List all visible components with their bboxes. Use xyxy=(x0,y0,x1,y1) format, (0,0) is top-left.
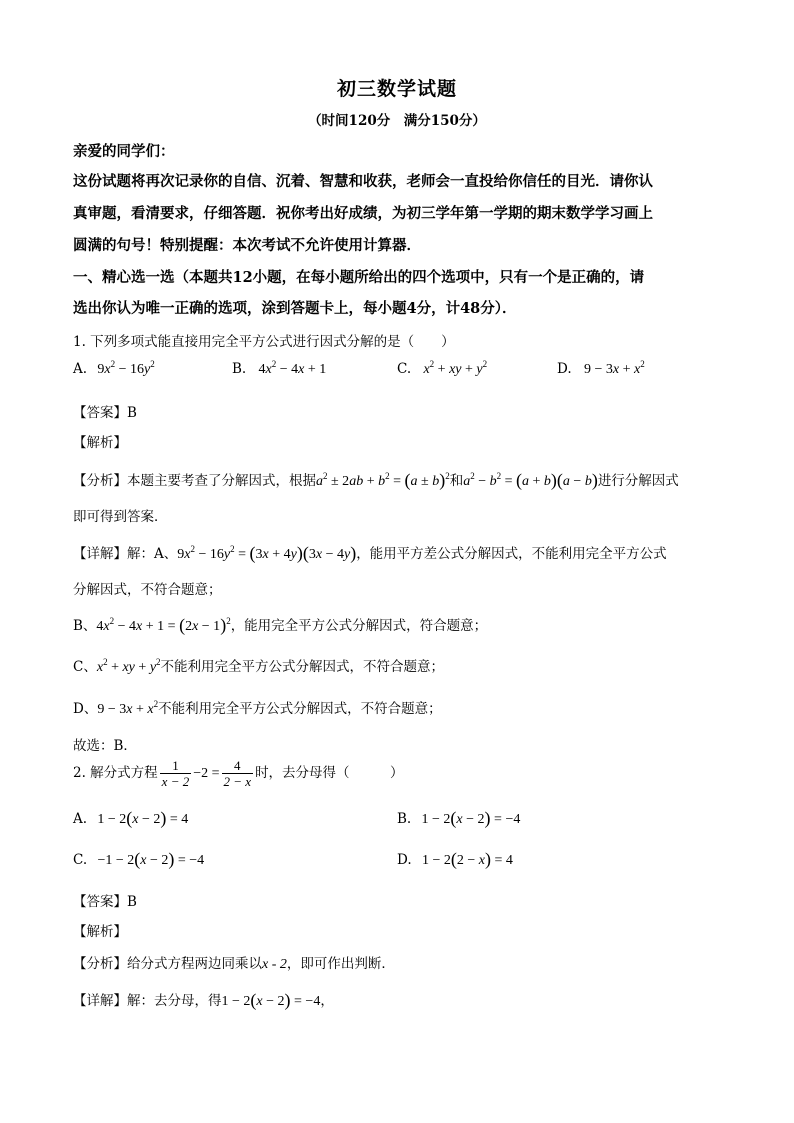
intro-line-1: 这份试题将再次记录你的自信、沉着、智慧和收获，老师会一直投给你信任的目光．请你认 xyxy=(73,173,653,190)
q2-option-a xyxy=(73,808,189,828)
detail-a-expression: $9x^2 - 16y^2 = (3x + 4y)(3x - 4y)$ xyxy=(177,543,357,563)
option-label: A. xyxy=(73,811,88,827)
q1-option-a xyxy=(73,361,155,378)
intro-line-3: 圆满的句号！特别提醒：本次考试不允许使用计算器． xyxy=(73,237,421,254)
fenxi-text-b: 和 xyxy=(449,473,464,489)
detail-c-post: 不能利用完全平方公式分解因式，不符合题意； xyxy=(160,659,445,675)
q1-detail-c xyxy=(73,655,444,676)
answer-tag: 【答案】 xyxy=(73,405,127,421)
detail-b-post: ，能用完全平方公式分解因式，符合题意； xyxy=(230,618,488,634)
option-label: D. xyxy=(397,852,412,868)
option-label: D. xyxy=(557,361,572,377)
q1-fenxi xyxy=(73,469,679,490)
q2-fenxi xyxy=(73,952,395,973)
answer-value: B xyxy=(127,405,137,421)
q1-detail-d xyxy=(73,697,442,718)
fraction-1-denominator: x − 2 xyxy=(161,774,190,789)
option-label: B. xyxy=(397,811,412,827)
detail-d-pre: D、 xyxy=(73,701,98,717)
detail-tag: 【详解】 xyxy=(73,546,127,562)
detail-post: ， xyxy=(320,993,334,1009)
q1-analysis-tag: 【解析】 xyxy=(73,435,127,451)
q2-option-b xyxy=(397,808,521,828)
detail-tag: 【详解】 xyxy=(73,993,127,1009)
q2-stem-pre: 2. 解分式方程 xyxy=(73,765,158,781)
detail-a-pre: 解：A、 xyxy=(127,546,178,562)
detail-b-pre: B、 xyxy=(73,618,97,634)
page-title: 初三数学试题 xyxy=(336,78,457,100)
fraction-2-numerator: 4 xyxy=(234,758,241,773)
option-expression: 1 − 2(x − 2) = −4 xyxy=(421,808,521,828)
fraction-2-denominator: 2 − x xyxy=(223,774,252,789)
option-label: C. xyxy=(397,361,412,377)
q2-mid-expression: −2 = xyxy=(193,766,220,781)
fenxi-post: ，即可作出判断． xyxy=(286,956,395,972)
detail-c-pre: C、 xyxy=(73,659,97,675)
q2-detail xyxy=(73,989,334,1010)
detail-c-expression: $x^2$ + xy + $y^2$ xyxy=(96,657,161,675)
q2-answer xyxy=(73,890,137,910)
detail-pre: 解：去分母，得 xyxy=(127,993,222,1009)
q1-detail-a-line-2: 分解因式，不符合题意； xyxy=(73,582,222,598)
option-expression: $9 - 3x + x^2$ xyxy=(583,359,645,377)
answer-tag: 【答案】 xyxy=(73,894,127,910)
q1-conclusion: 故选：B． xyxy=(73,738,137,754)
fraction-1 xyxy=(160,758,192,789)
fenxi-tag: 【分析】 xyxy=(73,956,127,972)
q1-option-b xyxy=(232,361,326,378)
fenxi-text-c: 进行分解因式 xyxy=(597,473,679,489)
detail-a-post: ，能用平方差公式分解因式，不能利用完全平方公式 xyxy=(356,546,667,562)
option-label: C. xyxy=(73,852,88,868)
section-1-line-2: 选出你认为唯一正确的选项，涂到答题卡上，每小题4分，计48分）． xyxy=(73,300,517,317)
fenxi-expression: x - 2 xyxy=(262,957,287,972)
option-expression: $4x^2 - 4x + 1$ xyxy=(258,359,327,377)
q1-option-d xyxy=(557,361,645,378)
formula-perfect-square: $a^2 \pm 2ab + b^2 = (a \pm b)^2$ xyxy=(316,470,450,490)
exam-time-score: （时间120分 满分150分） xyxy=(308,113,486,129)
q2-option-d xyxy=(397,849,513,869)
section-1-line-1: 一、精心选一选（本题共12小题，在每小题所给出的四个选项中，只有一个是正确的，请 xyxy=(73,269,645,286)
fenxi-tag: 【分析】 xyxy=(73,473,127,489)
detail-d-expression: $9 - 3x + x^2$ xyxy=(97,699,159,717)
fenxi-pre: 给分式方程两边同乘以 xyxy=(127,956,262,972)
option-expression: 1 − 2(2 − x) = 4 xyxy=(421,849,513,869)
q2-option-c xyxy=(73,849,205,869)
option-expression: $9x^2 - 16y^2$ xyxy=(97,359,155,377)
greeting: 亲爱的同学们： xyxy=(73,143,175,160)
detail-d-post: 不能利用完全平方公式分解因式，不符合题意； xyxy=(158,701,442,717)
q2-stem-post: 时，去分母得（ ） xyxy=(255,765,404,781)
option-expression: 1 − 2(x − 2) = 4 xyxy=(97,808,189,828)
question-2-stem xyxy=(73,758,404,789)
q1-option-c xyxy=(397,361,487,378)
option-expression: −1 − 2(x − 2) = −4 xyxy=(97,849,205,869)
q2-analysis-tag: 【解析】 xyxy=(73,924,127,940)
q1-fenxi-line-2: 即可得到答案． xyxy=(73,509,168,525)
option-label: A. xyxy=(73,361,88,377)
fenxi-text-a: 本题主要考查了分解因式，根据 xyxy=(127,473,316,489)
q1-detail-b xyxy=(73,614,487,635)
intro-line-2: 真审题，看清要求，仔细答题．祝你考出好成绩，为初三学年第一学期的期末数学学习画上 xyxy=(73,205,653,222)
detail-expression: 1 − 2(x − 2) = −4 xyxy=(221,990,321,1010)
answer-value: B xyxy=(127,894,137,910)
fraction-1-numerator: 1 xyxy=(172,758,179,773)
q1-detail-a xyxy=(73,542,667,563)
formula-difference-squares: $a^2 - b^2 = (a + b)(a - b)$ xyxy=(463,470,598,490)
option-expression: $x^2$ + xy + $y^2$ xyxy=(423,359,488,377)
q1-answer xyxy=(73,401,137,421)
question-1-stem: 1. 下列多项式能直接用完全平方公式进行因式分解的是（ ） xyxy=(73,334,455,350)
option-label: B. xyxy=(232,361,247,377)
fraction-2 xyxy=(222,758,254,789)
detail-b-expression: $4x^2 - 4x + 1 = (2x - 1)^2$ xyxy=(96,615,231,635)
